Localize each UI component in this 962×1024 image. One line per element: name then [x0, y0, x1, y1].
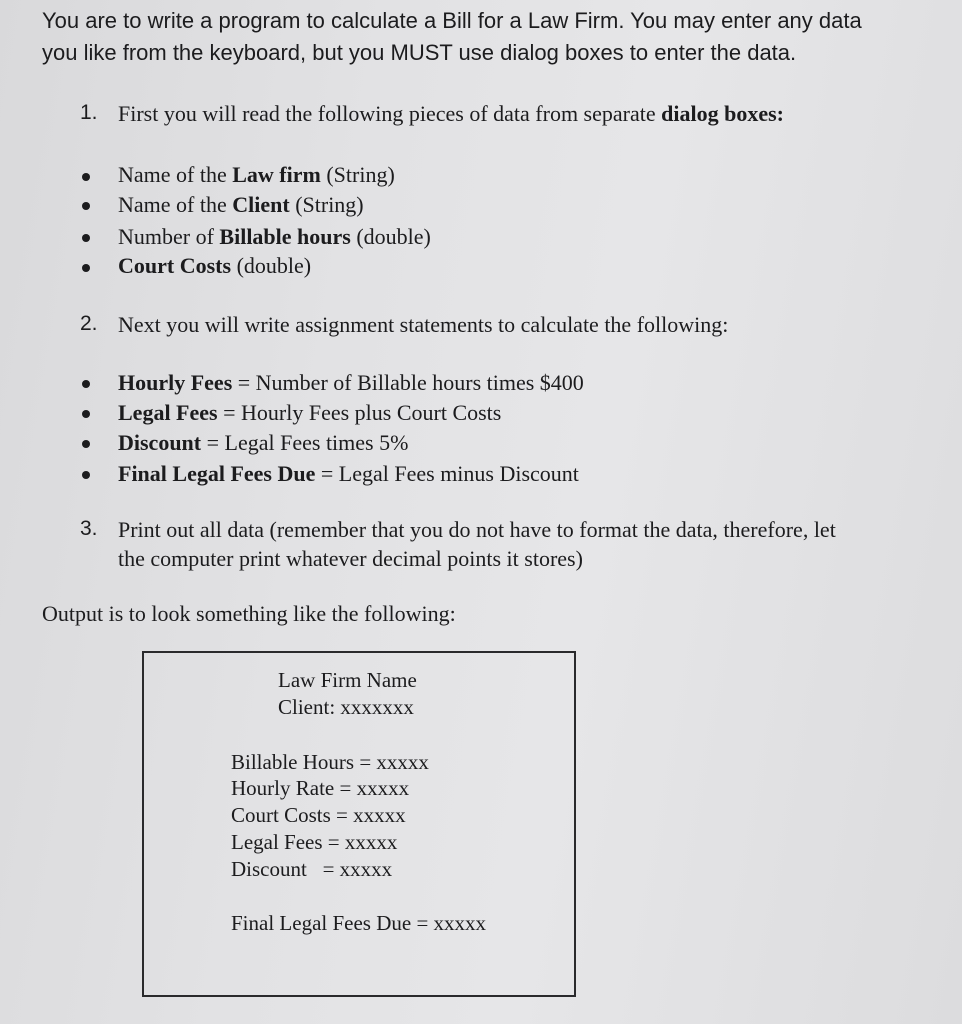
output-discount: Discount = xxxxx — [231, 857, 393, 881]
bullet-icon — [82, 471, 90, 479]
output-client: Client: xxxxxxx — [278, 695, 414, 719]
step-1-item-client: Name of the Client (String) — [118, 192, 364, 217]
bullet-icon — [82, 264, 90, 272]
bullet-icon — [82, 440, 90, 448]
step-1-item-court-costs: Court Costs (double) — [118, 253, 312, 278]
step-1-item-law-firm: Name of the Law firm (String) — [118, 162, 395, 187]
step-2-item-discount: Discount = Legal Fees times 5% — [118, 430, 409, 455]
step-2-item-hourly-fees: Hourly Fees = Number of Billable hours times $400 — [118, 370, 584, 395]
output-billable-hours: Billable Hours = xxxxx — [231, 750, 429, 774]
bullet-icon — [82, 173, 90, 181]
intro-line-1: You are to write a program to calculate a Bill for a Law Firm. You may enter any data — [42, 8, 862, 33]
bullet-icon — [82, 234, 90, 242]
step-3-line-2: the computer print whatever decimal points it stores) — [118, 546, 583, 571]
step-1-number: 1. — [80, 101, 98, 124]
output-firm-name: Law Firm Name — [278, 668, 417, 692]
step-2-number: 2. — [80, 312, 98, 335]
step-2-item-legal-fees: Legal Fees = Hourly Fees plus Court Costs — [118, 400, 502, 425]
bullet-icon — [82, 380, 90, 388]
step-2-item-final-due: Final Legal Fees Due = Legal Fees minus Discount — [118, 461, 579, 486]
step-2-text: Next you will write assignment statements to calculate the following: — [118, 312, 729, 337]
step-1-text: First you will read the following pieces of data from separate dialog boxes: — [118, 101, 784, 126]
intro-line-2: you like from the keyboard, but you MUST use dialog boxes to enter the data. — [42, 40, 797, 65]
step-3-number: 3. — [80, 517, 98, 540]
step-3-line-1: Print out all data (remember that you do not have to format the data, therefore, let — [118, 517, 836, 542]
output-legal-fees: Legal Fees = xxxxx — [231, 830, 398, 854]
bullet-icon — [82, 202, 90, 210]
output-court-costs: Court Costs = xxxxx — [231, 803, 406, 827]
output-intro: Output is to look something like the following: — [42, 601, 456, 626]
step-1-item-billable-hours: Number of Billable hours (double) — [118, 224, 431, 249]
output-hourly-rate: Hourly Rate = xxxxx — [231, 776, 410, 800]
bullet-icon — [82, 410, 90, 418]
output-final-due: Final Legal Fees Due = xxxxx — [231, 911, 487, 935]
